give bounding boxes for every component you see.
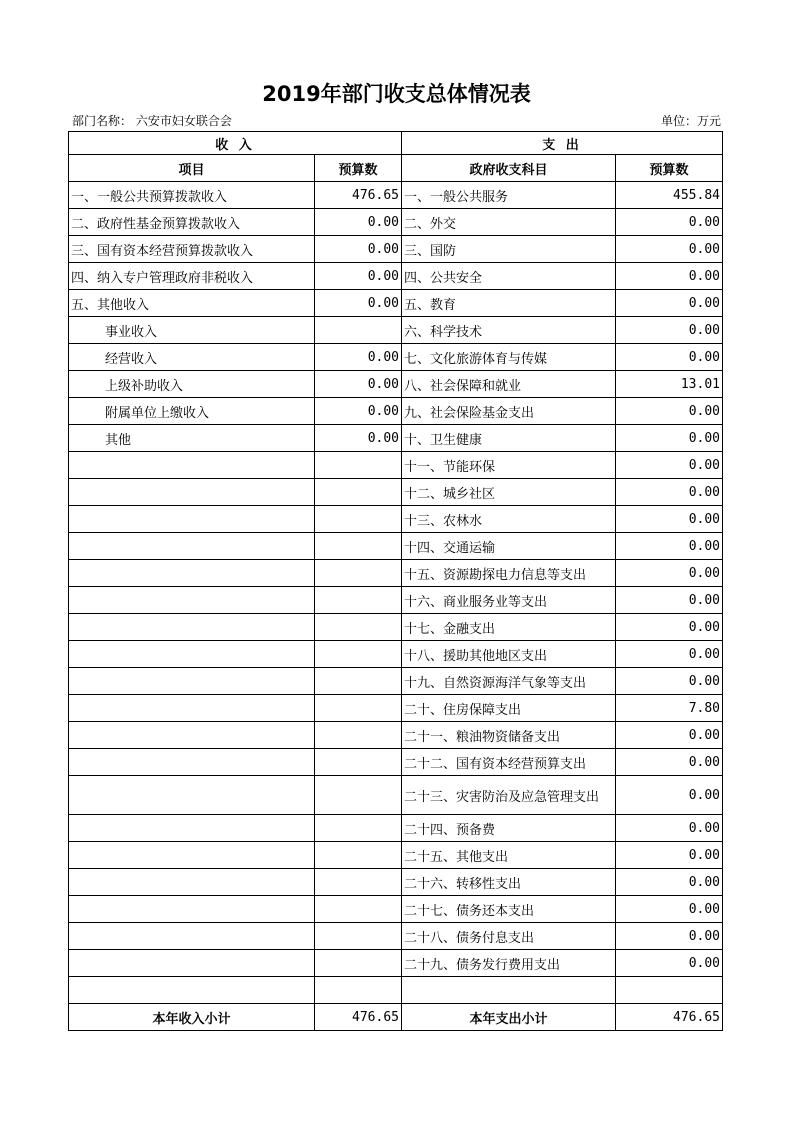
table-row — [69, 923, 723, 950]
expense-budget-cell: 0.00 — [616, 722, 723, 749]
expense-item-cell: 十八、援助其他地区支出 — [402, 641, 616, 668]
income-item-cell — [69, 749, 315, 776]
header-row-sections — [69, 132, 723, 155]
income-item-cell — [69, 896, 315, 923]
income-budget-cell — [315, 587, 402, 614]
expense-item-cell: 十四、交通运输 — [402, 533, 616, 560]
expense-budget-cell: 0.00 — [616, 560, 723, 587]
income-budget-cell — [315, 317, 402, 344]
income-item-cell: 上级补助收入 — [69, 371, 315, 398]
income-item-cell — [69, 452, 315, 479]
income-budget-cell — [315, 614, 402, 641]
income-total-label: 本年收入小计 — [69, 1004, 315, 1031]
table-row — [69, 722, 723, 749]
income-item-cell: 四、纳入专户管理政府非税收入 — [69, 263, 315, 290]
expense-budget-cell: 0.00 — [616, 425, 723, 452]
income-item-cell: 经营收入 — [69, 344, 315, 371]
table-row — [69, 560, 723, 587]
income-item-header: 项目 — [69, 155, 315, 182]
expense-total-value: 476.65 — [616, 1004, 723, 1031]
expense-budget-cell: 0.00 — [616, 209, 723, 236]
table-row — [69, 263, 723, 290]
table-row — [69, 815, 723, 842]
header-row-columns — [69, 155, 723, 182]
income-item-cell — [69, 869, 315, 896]
expense-item-cell: 二十八、债务付息支出 — [402, 923, 616, 950]
income-item-cell — [69, 533, 315, 560]
table-row — [69, 452, 723, 479]
expense-item-cell: 十六、商业服务业等支出 — [402, 587, 616, 614]
expense-item-cell: 十、卫生健康 — [402, 425, 616, 452]
table-row — [69, 587, 723, 614]
income-budget-cell: 476.65 — [315, 182, 402, 209]
income-budget-cell — [315, 923, 402, 950]
income-item-cell — [69, 923, 315, 950]
income-item-cell — [69, 950, 315, 977]
expense-item-cell: 十五、资源勘探电力信息等支出 — [402, 560, 616, 587]
income-budget-cell — [315, 749, 402, 776]
expense-budget-cell: 0.00 — [616, 317, 723, 344]
expense-item-cell: 十二、城乡社区 — [402, 479, 616, 506]
expense-budget-cell: 0.00 — [616, 479, 723, 506]
expense-item-cell: 四、公共安全 — [402, 263, 616, 290]
income-budget-cell — [315, 815, 402, 842]
income-budget-cell — [315, 842, 402, 869]
income-budget-header: 预算数 — [315, 155, 402, 182]
income-item-cell — [69, 506, 315, 533]
expense-item-cell: 九、社会保险基金支出 — [402, 398, 616, 425]
income-item-cell — [69, 587, 315, 614]
expense-budget-cell: 0.00 — [616, 263, 723, 290]
expense-item-cell: 三、国防 — [402, 236, 616, 263]
table-row — [69, 695, 723, 722]
income-item-cell — [69, 977, 315, 1004]
table-row — [69, 371, 723, 398]
expense-budget-cell: 7.80 — [616, 695, 723, 722]
income-budget-cell — [315, 479, 402, 506]
expense-item-cell: 二、外交 — [402, 209, 616, 236]
income-total-value: 476.65 — [315, 1004, 402, 1031]
income-item-cell: 三、国有资本经营预算拨款收入 — [69, 236, 315, 263]
expense-budget-cell: 0.00 — [616, 869, 723, 896]
expense-budget-cell: 0.00 — [616, 587, 723, 614]
income-budget-cell — [315, 977, 402, 1004]
expense-item-cell: 十三、农林水 — [402, 506, 616, 533]
income-budget-cell: 0.00 — [315, 290, 402, 317]
income-budget-cell: 0.00 — [315, 209, 402, 236]
table-row — [69, 479, 723, 506]
expense-budget-cell: 0.00 — [616, 950, 723, 977]
income-budget-cell — [315, 452, 402, 479]
unit-label: 单位：万元 — [660, 114, 721, 128]
expense-budget-header: 预算数 — [616, 155, 723, 182]
table-row — [69, 842, 723, 869]
income-item-cell: 事业收入 — [69, 317, 315, 344]
table-row — [69, 668, 723, 695]
expense-item-cell: 二十九、债务发行费用支出 — [402, 950, 616, 977]
expense-budget-cell: 0.00 — [616, 668, 723, 695]
expense-budget-cell: 0.00 — [616, 506, 723, 533]
income-item-cell: 一、一般公共预算拨款收入 — [69, 182, 315, 209]
income-item-cell: 五、其他收入 — [69, 290, 315, 317]
expense-item-cell: 二十五、其他支出 — [402, 842, 616, 869]
table-row — [69, 344, 723, 371]
income-item-cell — [69, 641, 315, 668]
expense-item-cell: 八、社会保障和就业 — [402, 371, 616, 398]
expense-item-cell: 一、一般公共服务 — [402, 182, 616, 209]
income-item-cell — [69, 560, 315, 587]
expense-budget-cell: 0.00 — [616, 896, 723, 923]
expense-budget-cell: 0.00 — [616, 290, 723, 317]
income-budget-cell — [315, 533, 402, 560]
expense-budget-cell: 0.00 — [616, 842, 723, 869]
expense-budget-cell: 0.00 — [616, 923, 723, 950]
table-row — [69, 614, 723, 641]
income-budget-cell — [315, 776, 402, 815]
table-row — [69, 425, 723, 452]
department-name: 部门名称： 六安市妇女联合会 — [72, 114, 232, 128]
expense-item-cell: 十七、金融支出 — [402, 614, 616, 641]
expense-budget-cell — [616, 977, 723, 1004]
income-section-header: 收 入 — [69, 132, 402, 155]
income-item-cell: 附属单位上缴收入 — [69, 398, 315, 425]
income-budget-cell: 0.00 — [315, 425, 402, 452]
income-budget-cell — [315, 668, 402, 695]
income-budget-cell: 0.00 — [315, 263, 402, 290]
expense-item-header: 政府收支科目 — [402, 155, 616, 182]
expense-section-header: 支 出 — [402, 132, 723, 155]
expense-item-cell: 二十三、灾害防治及应急管理支出 — [402, 776, 616, 815]
expense-item-cell — [402, 977, 616, 1004]
income-item-cell — [69, 815, 315, 842]
income-item-cell — [69, 776, 315, 815]
page-title: 2019年部门收支总体情况表 — [262, 82, 531, 106]
income-budget-cell: 0.00 — [315, 236, 402, 263]
table-row — [69, 749, 723, 776]
income-budget-cell — [315, 560, 402, 587]
expense-budget-cell: 0.00 — [616, 776, 723, 815]
totals-row — [69, 1004, 723, 1031]
expense-item-cell: 二十七、债务还本支出 — [402, 896, 616, 923]
expense-item-cell: 十一、节能环保 — [402, 452, 616, 479]
expense-budget-cell: 0.00 — [616, 398, 723, 425]
expense-item-cell: 五、教育 — [402, 290, 616, 317]
expense-budget-cell: 455.84 — [616, 182, 723, 209]
expense-budget-cell: 0.00 — [616, 533, 723, 560]
expense-item-cell: 二十四、预备费 — [402, 815, 616, 842]
table-row — [69, 950, 723, 977]
table-row — [69, 236, 723, 263]
expense-budget-cell: 0.00 — [616, 815, 723, 842]
expense-budget-cell: 0.00 — [616, 614, 723, 641]
income-item-cell — [69, 614, 315, 641]
expense-total-label: 本年支出小计 — [402, 1004, 616, 1031]
table-row — [69, 533, 723, 560]
income-budget-cell: 0.00 — [315, 398, 402, 425]
table-row — [69, 776, 723, 815]
expense-item-cell: 六、科学技术 — [402, 317, 616, 344]
income-budget-cell: 0.00 — [315, 371, 402, 398]
expense-budget-cell: 0.00 — [616, 452, 723, 479]
table-row — [69, 182, 723, 209]
income-item-cell: 二、政府性基金预算拨款收入 — [69, 209, 315, 236]
income-budget-cell — [315, 869, 402, 896]
income-budget-cell — [315, 641, 402, 668]
expense-budget-cell: 0.00 — [616, 236, 723, 263]
budget-table — [68, 131, 723, 1031]
income-budget-cell: 0.00 — [315, 344, 402, 371]
table-row — [69, 317, 723, 344]
table-row — [69, 290, 723, 317]
income-item-cell — [69, 842, 315, 869]
table-row — [69, 398, 723, 425]
table-row — [69, 896, 723, 923]
table-row — [69, 641, 723, 668]
income-budget-cell — [315, 506, 402, 533]
expense-item-cell: 二十、住房保障支出 — [402, 695, 616, 722]
expense-item-cell: 二十二、国有资本经营预算支出 — [402, 749, 616, 776]
expense-budget-cell: 13.01 — [616, 371, 723, 398]
table-row — [69, 869, 723, 896]
expense-item-cell: 二十六、转移性支出 — [402, 869, 616, 896]
income-budget-cell — [315, 896, 402, 923]
expense-budget-cell: 0.00 — [616, 344, 723, 371]
expense-item-cell: 二十一、粮油物资储备支出 — [402, 722, 616, 749]
expense-budget-cell: 0.00 — [616, 641, 723, 668]
income-item-cell — [69, 479, 315, 506]
income-budget-cell — [315, 950, 402, 977]
income-item-cell: 其他 — [69, 425, 315, 452]
income-budget-cell — [315, 722, 402, 749]
income-item-cell — [69, 668, 315, 695]
table-row — [69, 209, 723, 236]
expense-item-cell: 七、文化旅游体育与传媒 — [402, 344, 616, 371]
table-row — [69, 506, 723, 533]
expense-budget-cell: 0.00 — [616, 749, 723, 776]
income-item-cell — [69, 722, 315, 749]
income-budget-cell — [315, 695, 402, 722]
table-row — [69, 977, 723, 1004]
income-item-cell — [69, 695, 315, 722]
expense-item-cell: 十九、自然资源海洋气象等支出 — [402, 668, 616, 695]
